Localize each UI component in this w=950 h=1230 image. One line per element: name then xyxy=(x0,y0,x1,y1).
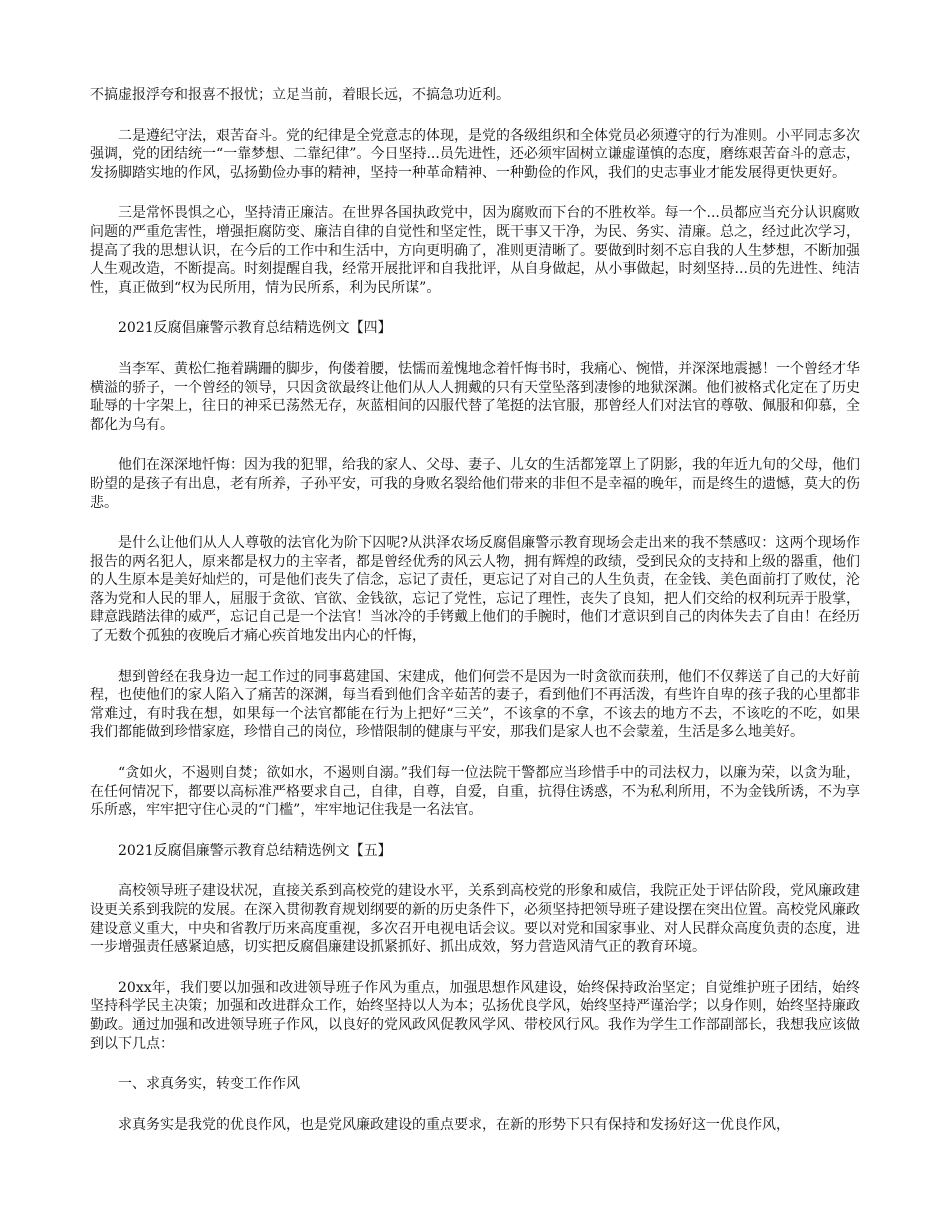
paragraph-colleagues: 想到曾经在我身边一起工作过的同事葛建国、宋建成，他们何尝不是因为一时贪欲而获刑，他们不仅葬送了自己的大好前程，也使他们的家人陷入了痛苦的深渊，每当看到他们含辛茹苦的妻子，看到他们不再活泼，有些许自卑的孩子我的心里都非常难过，有时我在想，如果每一个法官都能在行为上把好“三关”，不该拿的不拿，不该去的地方不去，不该吃的不吃，如果我们都能做到珍惜家庭，珍惜自己的岗位，珍惜限制的健康与平安，那我们是家人也不会蒙羞，生活是多么地美好。 xyxy=(90,668,860,741)
section-heading-five: 2021反腐倡廉警示教育总结精选例文【五】 xyxy=(118,842,392,859)
section-heading-four: 2021反腐倡廉警示教育总结精选例文【四】 xyxy=(118,320,392,337)
paragraph-integrity: 三是常怀畏惧之心，坚持清正廉洁。在世界各国执政党中，因为腐败而下台的不胜枚举。每一个...员都应当充分认识腐败问题的严重危害性，增强拒腐防变、廉洁自律的自觉性和坚定性，既干事又干净，为民、务实、清廉。总之，经过此次学习，提高了我的思想认识，在今后的工作中和生活中，方向更明确了，准则更清晰了。要做到时刻不忘自我的人生梦想，不断加强人生观改造，不断提高。时刻提醒自我，经常开展批评和自我批评，从自身做起，从小事做起，时刻坚持...员的先进性、纯洁性，真正做到“权为民所用，情为民所系，利为民所谋”。 xyxy=(90,205,860,296)
paragraph-university: 高校领导班子建设状况，直接关系到高校党的建设水平，关系到高校党的形象和威信，我院正处于评估阶段，党风廉政建设更关系到我院的发展。在深入贯彻教育规划纲要的新的历史条件下，必须坚持把领导班子建设摆在突出位置。高校党风廉政建设意义重大，中央和省教厅历来高度重视，多次召开电视电话会议。要以对党和国家事业、对人民群众高度负责的态度，进一步增强责任感紧迫感，切实把反腐倡廉建设抓紧抓好、抓出成效，努力营造风清气正的教育环境。 xyxy=(90,883,860,956)
paragraph-repentance-family: 他们在深深地忏悔：因为我的犯罪，给我的家人、父母、妻子、儿女的生活都笼罩上了阴影，我的年近九旬的父母，他们盼望的是孩子有出息，老有所养，子孙平安，可我的身败名裂给他们带来的非但不是幸福的晚年，而是终生的遗憾，莫大的伤悲。 xyxy=(90,457,860,511)
paragraph-continuation: 不搞虚报浮夸和报喜不报忧；立足当前，着眼长远，不搞急功近利。 xyxy=(90,87,510,103)
paragraph-discipline: 二是遵纪守法，艰苦奋斗。党的纪律是全党意志的体现，是党的各级组织和全体党员必须遵守的行为准则。小平同志多次强调，党的团结统一“一靠梦想、二靠纪律”。今日坚持...员先进性，还必须牢固树立谦虚谨慎的态度，磨练艰苦奋斗的意志，发扬脚踏实地的作风，弘扬勤俭办事的精神，坚持一种革命精神、一种勤俭的作风，我们的史志事业才能发展得更快更好。 xyxy=(90,127,860,181)
paragraph-quote: “贪如火，不遏则自焚；欲如水，不遏则自溺。”我们每一位法院干警都应当珍惜手中的司法权力，以廉为荣，以贪为耻，在任何情况下，都要以高标准严格要求自己，自律，自尊，自爱，自重，抗得住诱惑，不为私利所用，不为金钱所诱，不为享乐所惑，牢牢把守住心灵的“门槛”，牢牢地记住我是一名法官。 xyxy=(90,765,860,819)
paragraph-repentance-intro: 当李军、黄松仁拖着蹒跚的脚步，佝偻着腰，怯懦而羞愧地念着忏悔书时，我痛心、惋惜，并深深地震撼！一个曾经才华横溢的骄子，一个曾经的领导，只因贪欲最终让他们从人人拥戴的只有天堂坠落到凄惨的地狱深渊。他们被格式化定在了历史耻辱的十字架上，往日的神采已荡然无存，灰蓝相间的囚服代替了笔挺的法官服，那曾经人们对法官的尊敬、佩服和仰慕，全都化为乌有。 xyxy=(90,360,860,433)
paragraph-plan: 20xx年，我们要以加强和改进领导班子作风为重点，加强思想作风建设，始终保持政治坚定；自觉维护班子团结，始终坚持科学民主决策；加强和改进群众工作，始终坚持以人为本；弘扬优良学风，始终坚持严谨治学；以身作则，始终坚持廉政勤政。通过加强和改进领导班子作风，以良好的党风政风促教风学风、带校风行风。我作为学生工作部副部长，我想我应该做到以下几点： xyxy=(90,979,860,1052)
paragraph-reflection: 是什么让他们从人人尊敬的法官化为阶下囚呢?从洪泽农场反腐倡廉警示教育现场会走出来的我不禁感叹：这两个现场作报告的两名犯人，原来都是权力的主宰者，都是曾经优秀的风云人物，拥有辉煌的政绩，受到民众的支持和上级的器重，他们的人生原本是美好灿烂的，可是他们丧失了信念，忘记了责任，更忘记了对自己的人生负责，在金钱、美色面前打了败仗，沦落为党和人民的罪人，屈服于贪欲、官欲、金钱欲，忘记了党性，忘记了理性，丧失了良知，把人们交给的权利玩弄于股掌，肆意践踏法律的威严，忘记自己是一个法官！当冰冷的手铐戴上他们的手腕时，他们才意识到自己的肉体失去了自由！在经历了无数个孤独的夜晚后才痛心疾首地发出内心的忏悔， xyxy=(90,535,860,645)
subheading-one: 一、求真务实，转变工作作风 xyxy=(118,1076,300,1093)
paragraph-pragmatic: 求真务实是我党的优良作风，也是党风廉政建设的重点要求，在新的形势下只有保持和发扬好这一优良作风， xyxy=(118,1116,790,1133)
